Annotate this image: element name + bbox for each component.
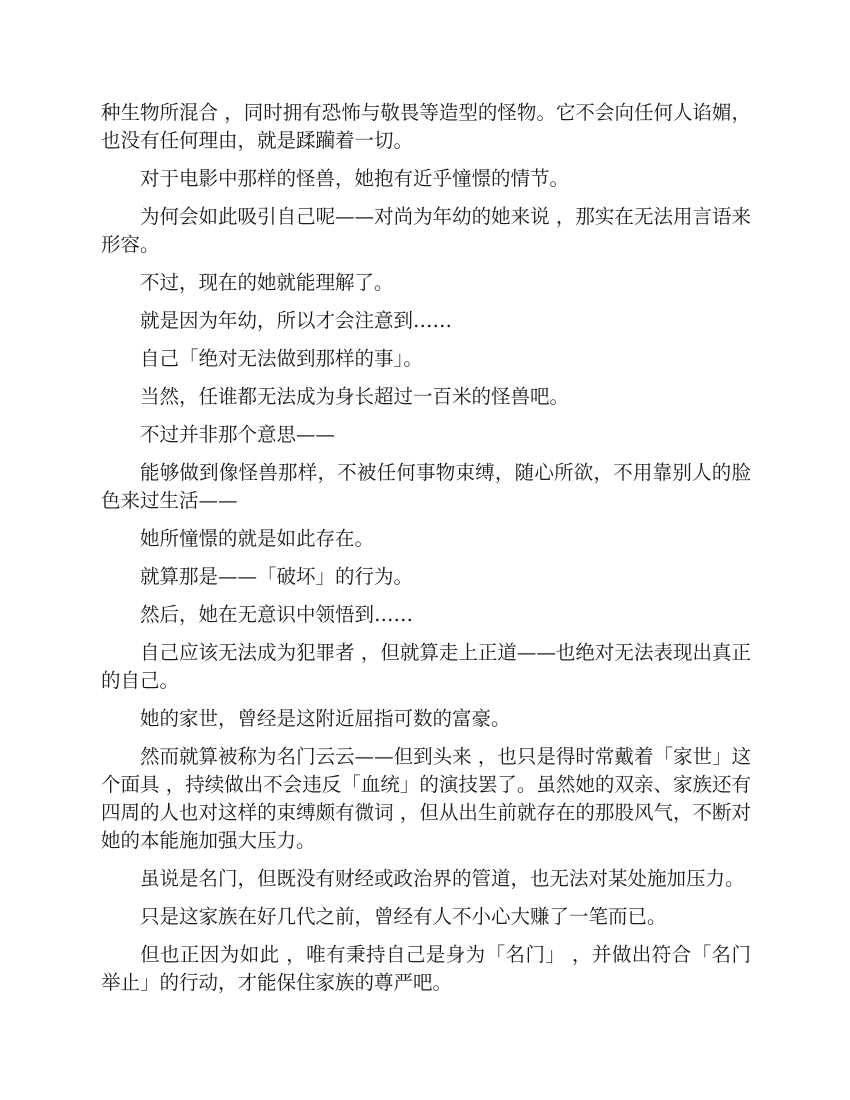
paragraph-11: 就算那是——「破坏」的行为。 xyxy=(140,565,414,588)
paragraph-10: 她所憧憬的就是如此存在。 xyxy=(140,527,375,550)
document-page xyxy=(101,99,751,1007)
paragraph-12: 然后，她在无意识中领悟到…… xyxy=(140,603,414,626)
paragraph-18: 但也正因为如此 ，唯有秉持自己是身为「名门」 ，并做出符合「名门举止」的行动，才能保住家族的尊严吧。 xyxy=(101,943,751,994)
paragraph-4: 不过，现在的她就能理解了。 xyxy=(140,271,394,294)
paragraph-9: 能够做到像怪兽那样，不被任何事物束缚，随心所欲，不用靠别人的脸色来过生活—— xyxy=(101,461,751,512)
paragraph-8: 不过并非那个意思—— xyxy=(140,423,336,446)
paragraph-1: 种生物所混合 ，同时拥有恐怖与敬畏等造型的怪物。它不会向任何人谄媚，也没有任何理由，就是蹂躏着一切。 xyxy=(101,101,751,152)
paragraph-2: 对于电影中那样的怪兽，她抱有近乎憧憬的情节。 xyxy=(140,167,570,190)
paragraph-13: 自己应该无法成为犯罪者 ，但就算走上正道——也绝对无法表现出真正的自己。 xyxy=(101,641,751,692)
paragraph-16: 虽说是名门，但既没有财经或政治界的管道，也无法对某处施加压力。 xyxy=(140,867,745,890)
paragraph-6: 自己「绝对无法做到那样的事」。 xyxy=(140,347,423,370)
paragraph-17: 只是这家族在好几代之前，曾经有人不小心大赚了一笔而已。 xyxy=(140,905,667,928)
paragraph-7: 当然，任谁都无法成为身长超过一百米的怪兽吧。 xyxy=(140,385,570,408)
paragraph-15: 然而就算被称为名门云云——但到头来 ，也只是得时常戴着「家世」这个面具 ，持续做出不会违反「血统」的演技罢了。虽然她的双亲、家族还有四周的人也对这样的束缚颇有微词 ，但从出生前就存在的那股风气，不断对她的本能施加强大压力。 xyxy=(101,745,751,852)
paragraph-14: 她的家世，曾经是这附近屈指可数的富豪。 xyxy=(140,707,511,730)
paragraph-3: 为何会如此吸引自己呢——对尚为年幼的她来说 ，那实在无法用言语来形容。 xyxy=(101,205,751,256)
paragraph-5: 就是因为年幼，所以才会注意到…… xyxy=(140,309,453,332)
